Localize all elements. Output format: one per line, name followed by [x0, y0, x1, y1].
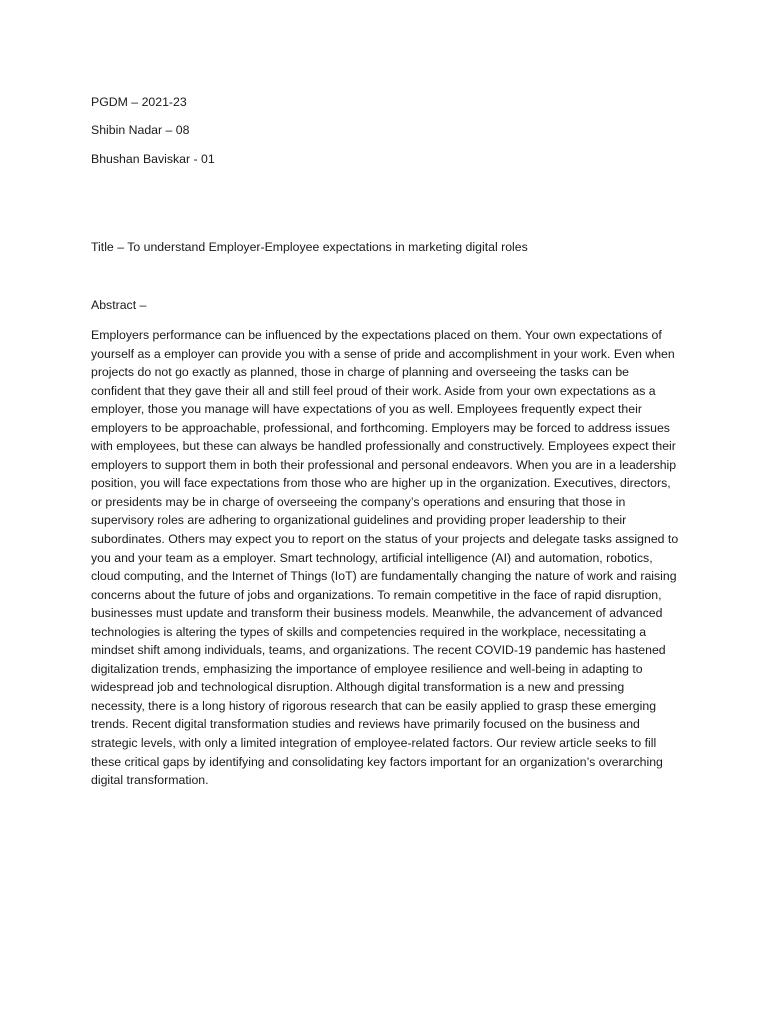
- course-line: PGDM – 2021-23: [91, 95, 187, 109]
- student-line-2: Bhushan Baviskar - 01: [91, 152, 215, 166]
- abstract-heading: Abstract –: [91, 298, 147, 312]
- document-title: Title – To understand Employer-Employee expectations in marketing digital roles: [91, 240, 528, 254]
- abstract-paragraph: Employers performance can be influenced by the expectations placed on them. Your own expectations of yourself as a employer can provide you with a sense of pride and accomplishment in your work. Even when projects do not go exactly as planned, those in charge of planning and overseeing the tasks can be confident that they gave their all and still feel proud of their work. Aside from your own expectations as a employer, those you manage will have expectations of you as well. Employees frequently expect their employers to be approachable, professional, and forthcoming. Employers may be forced to address issues with employees, but these can always be handled professionally and constructively. Employees expect their employers to support them in both their professional and personal endeavors. When you are in a leadership position, you will face expectations from those who are higher up in the organization. Executives, directors, or presidents may be in charge of overseeing the company’s operations and ensuring that those in supervisory roles are adhering to organizational guidelines and providing proper leadership to their subordinates. Others may expect you to report on the status of your projects and delegate tasks assigned to you and your team as a employer. Smart technology, artificial intelligence (AI) and automation, robotics, cloud computing, and the Internet of Things (IoT) are fundamentally changing the nature of work and raising concerns about the future of jobs and organizations. To remain competitive in the face of rapid disruption, businesses must update and transform their business models. Meanwhile, the advancement of advanced technologies is altering the types of skills and competencies required in the workplace, necessitating a mindset shift among individuals, teams, and organizations. The recent COVID-19 pandemic has hastened digitalization trends, emphasizing the importance of employee resilience and well-being in adapting to widespread job and technological disruption. Although digital transformation is a new and pressing necessity, there is a long history of rigorous research that can be easily applied to grasp these emerging trends. Recent digital transformation studies and reviews have primarily focused on the business and strategic levels, with only a limited integration of employee-related factors. Our review article seeks to fill these critical gaps by identifying and consolidating key factors important for an organization’s overarching digital transformation.: [91, 328, 679, 788]
- student-line-1: Shibin Nadar – 08: [91, 123, 190, 137]
